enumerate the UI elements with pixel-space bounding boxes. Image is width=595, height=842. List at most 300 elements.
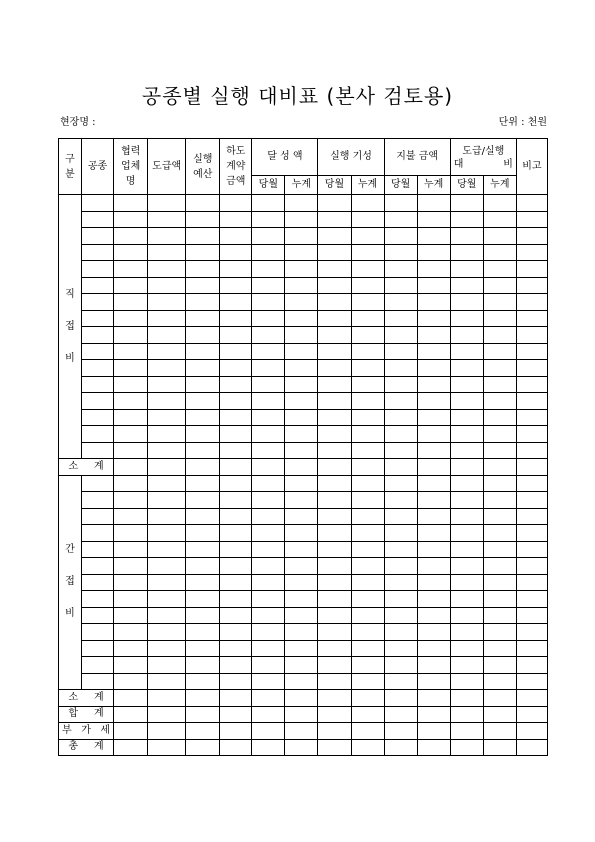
- table-cell[interactable]: [351, 294, 384, 311]
- table-cell[interactable]: [351, 327, 384, 344]
- table-cell[interactable]: [417, 393, 450, 410]
- table-cell[interactable]: [483, 525, 516, 542]
- table-cell[interactable]: [318, 558, 351, 575]
- table-cell[interactable]: [285, 327, 318, 344]
- table-cell[interactable]: [148, 459, 186, 476]
- table-cell[interactable]: [82, 442, 114, 459]
- table-cell[interactable]: [285, 426, 318, 443]
- table-cell[interactable]: [384, 294, 417, 311]
- table-cell[interactable]: [186, 492, 220, 509]
- table-cell[interactable]: [186, 657, 220, 674]
- table-cell[interactable]: [483, 376, 516, 393]
- table-cell[interactable]: [318, 442, 351, 459]
- table-cell[interactable]: [351, 525, 384, 542]
- table-cell[interactable]: [417, 459, 450, 476]
- table-cell[interactable]: [186, 393, 220, 410]
- table-cell[interactable]: [450, 525, 483, 542]
- table-cell[interactable]: [483, 261, 516, 278]
- table-cell[interactable]: [252, 723, 285, 740]
- table-cell[interactable]: [318, 343, 351, 360]
- table-cell[interactable]: [483, 244, 516, 261]
- table-cell[interactable]: [483, 591, 516, 608]
- table-cell[interactable]: [450, 393, 483, 410]
- table-cell[interactable]: [148, 327, 186, 344]
- table-cell[interactable]: [384, 343, 417, 360]
- table-cell[interactable]: [114, 393, 148, 410]
- table-cell[interactable]: [148, 195, 186, 212]
- table-cell[interactable]: [318, 228, 351, 245]
- table-cell[interactable]: [318, 261, 351, 278]
- table-cell[interactable]: [252, 294, 285, 311]
- table-cell[interactable]: [384, 277, 417, 294]
- table-cell[interactable]: [285, 244, 318, 261]
- table-cell[interactable]: [417, 409, 450, 426]
- table-cell[interactable]: [285, 409, 318, 426]
- table-cell[interactable]: [114, 574, 148, 591]
- table-cell[interactable]: [516, 508, 547, 525]
- table-cell[interactable]: [114, 508, 148, 525]
- table-cell[interactable]: [148, 228, 186, 245]
- table-cell[interactable]: [82, 376, 114, 393]
- table-cell[interactable]: [252, 228, 285, 245]
- table-cell[interactable]: [483, 723, 516, 740]
- table-cell[interactable]: [318, 574, 351, 591]
- table-cell[interactable]: [114, 261, 148, 278]
- table-cell[interactable]: [483, 211, 516, 228]
- table-cell[interactable]: [114, 343, 148, 360]
- table-cell[interactable]: [82, 640, 114, 657]
- table-cell[interactable]: [252, 525, 285, 542]
- table-cell[interactable]: [450, 228, 483, 245]
- table-cell[interactable]: [384, 591, 417, 608]
- table-cell[interactable]: [417, 360, 450, 377]
- table-cell[interactable]: [417, 624, 450, 641]
- table-cell[interactable]: [82, 360, 114, 377]
- table-cell[interactable]: [318, 195, 351, 212]
- table-cell[interactable]: [82, 228, 114, 245]
- table-cell[interactable]: [186, 442, 220, 459]
- table-cell[interactable]: [483, 360, 516, 377]
- table-cell[interactable]: [285, 558, 318, 575]
- table-cell[interactable]: [516, 624, 547, 641]
- table-cell[interactable]: [351, 574, 384, 591]
- table-cell[interactable]: [148, 409, 186, 426]
- table-cell[interactable]: [114, 459, 148, 476]
- table-cell[interactable]: [285, 640, 318, 657]
- table-cell[interactable]: [483, 607, 516, 624]
- table-cell[interactable]: [148, 426, 186, 443]
- table-cell[interactable]: [417, 574, 450, 591]
- table-cell[interactable]: [516, 475, 547, 492]
- table-cell[interactable]: [417, 690, 450, 707]
- table-cell[interactable]: [483, 343, 516, 360]
- table-cell[interactable]: [285, 294, 318, 311]
- table-cell[interactable]: [220, 574, 252, 591]
- table-cell[interactable]: [450, 574, 483, 591]
- table-cell[interactable]: [186, 673, 220, 690]
- table-cell[interactable]: [148, 574, 186, 591]
- table-cell[interactable]: [285, 360, 318, 377]
- table-cell[interactable]: [220, 228, 252, 245]
- table-cell[interactable]: [516, 426, 547, 443]
- table-cell[interactable]: [114, 690, 148, 707]
- table-cell[interactable]: [82, 541, 114, 558]
- table-cell[interactable]: [148, 261, 186, 278]
- table-cell[interactable]: [220, 492, 252, 509]
- table-cell[interactable]: [351, 508, 384, 525]
- table-cell[interactable]: [351, 393, 384, 410]
- table-cell[interactable]: [285, 673, 318, 690]
- table-cell[interactable]: [318, 459, 351, 476]
- table-cell[interactable]: [417, 525, 450, 542]
- table-cell[interactable]: [483, 690, 516, 707]
- table-cell[interactable]: [82, 525, 114, 542]
- table-cell[interactable]: [148, 624, 186, 641]
- table-cell[interactable]: [186, 459, 220, 476]
- table-cell[interactable]: [220, 211, 252, 228]
- table-cell[interactable]: [186, 607, 220, 624]
- table-cell[interactable]: [114, 525, 148, 542]
- table-cell[interactable]: [318, 508, 351, 525]
- table-cell[interactable]: [252, 426, 285, 443]
- table-cell[interactable]: [186, 426, 220, 443]
- table-cell[interactable]: [516, 673, 547, 690]
- table-cell[interactable]: [252, 607, 285, 624]
- table-cell[interactable]: [351, 195, 384, 212]
- table-cell[interactable]: [417, 492, 450, 509]
- table-cell[interactable]: [516, 310, 547, 327]
- table-cell[interactable]: [417, 310, 450, 327]
- table-cell[interactable]: [318, 657, 351, 674]
- table-cell[interactable]: [285, 459, 318, 476]
- table-cell[interactable]: [351, 310, 384, 327]
- table-cell[interactable]: [450, 657, 483, 674]
- table-cell[interactable]: [285, 657, 318, 674]
- table-cell[interactable]: [148, 607, 186, 624]
- table-cell[interactable]: [114, 310, 148, 327]
- table-cell[interactable]: [220, 690, 252, 707]
- table-cell[interactable]: [351, 690, 384, 707]
- table-cell[interactable]: [384, 376, 417, 393]
- table-cell[interactable]: [114, 360, 148, 377]
- table-cell[interactable]: [82, 294, 114, 311]
- table-cell[interactable]: [450, 442, 483, 459]
- table-cell[interactable]: [450, 426, 483, 443]
- table-cell[interactable]: [417, 640, 450, 657]
- table-cell[interactable]: [148, 673, 186, 690]
- table-cell[interactable]: [450, 244, 483, 261]
- table-cell[interactable]: [114, 541, 148, 558]
- table-cell[interactable]: [220, 624, 252, 641]
- table-cell[interactable]: [318, 640, 351, 657]
- table-cell[interactable]: [516, 327, 547, 344]
- table-cell[interactable]: [417, 442, 450, 459]
- table-cell[interactable]: [285, 541, 318, 558]
- table-cell[interactable]: [186, 541, 220, 558]
- table-cell[interactable]: [82, 574, 114, 591]
- table-cell[interactable]: [483, 277, 516, 294]
- table-cell[interactable]: [450, 211, 483, 228]
- table-cell[interactable]: [516, 195, 547, 212]
- table-cell[interactable]: [114, 211, 148, 228]
- table-cell[interactable]: [318, 294, 351, 311]
- table-cell[interactable]: [483, 327, 516, 344]
- table-cell[interactable]: [450, 690, 483, 707]
- table-cell[interactable]: [252, 195, 285, 212]
- table-cell[interactable]: [417, 327, 450, 344]
- table-cell[interactable]: [148, 294, 186, 311]
- table-cell[interactable]: [114, 244, 148, 261]
- table-cell[interactable]: [285, 393, 318, 410]
- table-cell[interactable]: [186, 343, 220, 360]
- table-cell[interactable]: [417, 343, 450, 360]
- table-cell[interactable]: [516, 409, 547, 426]
- table-cell[interactable]: [186, 244, 220, 261]
- table-cell[interactable]: [516, 574, 547, 591]
- table-cell[interactable]: [114, 195, 148, 212]
- table-cell[interactable]: [186, 310, 220, 327]
- table-cell[interactable]: [417, 657, 450, 674]
- table-cell[interactable]: [351, 409, 384, 426]
- table-cell[interactable]: [82, 426, 114, 443]
- table-cell[interactable]: [351, 277, 384, 294]
- table-cell[interactable]: [384, 261, 417, 278]
- table-cell[interactable]: [186, 228, 220, 245]
- table-cell[interactable]: [516, 343, 547, 360]
- table-cell[interactable]: [82, 195, 114, 212]
- table-cell[interactable]: [318, 607, 351, 624]
- table-cell[interactable]: [384, 690, 417, 707]
- table-cell[interactable]: [220, 277, 252, 294]
- table-cell[interactable]: [384, 360, 417, 377]
- table-cell[interactable]: [148, 558, 186, 575]
- table-cell[interactable]: [417, 607, 450, 624]
- table-cell[interactable]: [285, 343, 318, 360]
- table-cell[interactable]: [114, 492, 148, 509]
- table-cell[interactable]: [186, 739, 220, 756]
- table-cell[interactable]: [220, 327, 252, 344]
- table-cell[interactable]: [220, 376, 252, 393]
- table-cell[interactable]: [148, 739, 186, 756]
- table-cell[interactable]: [450, 459, 483, 476]
- table-cell[interactable]: [516, 376, 547, 393]
- table-cell[interactable]: [220, 739, 252, 756]
- table-cell[interactable]: [285, 739, 318, 756]
- table-cell[interactable]: [148, 640, 186, 657]
- table-cell[interactable]: [318, 360, 351, 377]
- table-cell[interactable]: [114, 475, 148, 492]
- table-cell[interactable]: [148, 277, 186, 294]
- table-cell[interactable]: [82, 261, 114, 278]
- table-cell[interactable]: [318, 690, 351, 707]
- table-cell[interactable]: [186, 360, 220, 377]
- table-cell[interactable]: [384, 657, 417, 674]
- table-cell[interactable]: [417, 541, 450, 558]
- table-cell[interactable]: [114, 591, 148, 608]
- table-cell[interactable]: [114, 277, 148, 294]
- table-cell[interactable]: [384, 574, 417, 591]
- table-cell[interactable]: [252, 376, 285, 393]
- table-cell[interactable]: [516, 690, 547, 707]
- table-cell[interactable]: [148, 393, 186, 410]
- table-cell[interactable]: [148, 360, 186, 377]
- table-cell[interactable]: [450, 739, 483, 756]
- table-cell[interactable]: [516, 442, 547, 459]
- table-cell[interactable]: [450, 360, 483, 377]
- table-cell[interactable]: [148, 244, 186, 261]
- table-cell[interactable]: [186, 211, 220, 228]
- table-cell[interactable]: [516, 657, 547, 674]
- table-cell[interactable]: [384, 393, 417, 410]
- table-cell[interactable]: [417, 706, 450, 723]
- table-cell[interactable]: [450, 343, 483, 360]
- table-cell[interactable]: [483, 195, 516, 212]
- table-cell[interactable]: [516, 261, 547, 278]
- table-cell[interactable]: [186, 195, 220, 212]
- table-cell[interactable]: [114, 607, 148, 624]
- table-cell[interactable]: [351, 426, 384, 443]
- table-cell[interactable]: [483, 442, 516, 459]
- table-cell[interactable]: [186, 574, 220, 591]
- table-cell[interactable]: [186, 640, 220, 657]
- table-cell[interactable]: [417, 591, 450, 608]
- table-cell[interactable]: [252, 459, 285, 476]
- table-cell[interactable]: [417, 376, 450, 393]
- table-cell[interactable]: [252, 492, 285, 509]
- table-cell[interactable]: [450, 508, 483, 525]
- table-cell[interactable]: [148, 591, 186, 608]
- table-cell[interactable]: [450, 591, 483, 608]
- table-cell[interactable]: [384, 541, 417, 558]
- table-cell[interactable]: [384, 492, 417, 509]
- table-cell[interactable]: [450, 640, 483, 657]
- table-cell[interactable]: [318, 492, 351, 509]
- table-cell[interactable]: [318, 211, 351, 228]
- table-cell[interactable]: [483, 475, 516, 492]
- table-cell[interactable]: [186, 376, 220, 393]
- table-cell[interactable]: [417, 244, 450, 261]
- table-cell[interactable]: [220, 409, 252, 426]
- table-cell[interactable]: [252, 624, 285, 641]
- table-cell[interactable]: [483, 294, 516, 311]
- table-cell[interactable]: [220, 393, 252, 410]
- table-cell[interactable]: [417, 294, 450, 311]
- table-cell[interactable]: [318, 409, 351, 426]
- table-cell[interactable]: [384, 426, 417, 443]
- table-cell[interactable]: [483, 541, 516, 558]
- table-cell[interactable]: [285, 475, 318, 492]
- table-cell[interactable]: [384, 310, 417, 327]
- table-cell[interactable]: [318, 244, 351, 261]
- table-cell[interactable]: [318, 541, 351, 558]
- table-cell[interactable]: [516, 294, 547, 311]
- table-cell[interactable]: [148, 475, 186, 492]
- table-cell[interactable]: [285, 690, 318, 707]
- table-cell[interactable]: [252, 442, 285, 459]
- table-cell[interactable]: [450, 706, 483, 723]
- table-cell[interactable]: [351, 640, 384, 657]
- table-cell[interactable]: [483, 426, 516, 443]
- table-cell[interactable]: [450, 310, 483, 327]
- table-cell[interactable]: [351, 475, 384, 492]
- table-cell[interactable]: [252, 640, 285, 657]
- table-cell[interactable]: [516, 277, 547, 294]
- table-cell[interactable]: [148, 657, 186, 674]
- table-cell[interactable]: [417, 475, 450, 492]
- table-cell[interactable]: [220, 723, 252, 740]
- table-cell[interactable]: [220, 459, 252, 476]
- table-cell[interactable]: [417, 739, 450, 756]
- table-cell[interactable]: [417, 211, 450, 228]
- table-cell[interactable]: [351, 558, 384, 575]
- table-cell[interactable]: [82, 343, 114, 360]
- table-cell[interactable]: [82, 277, 114, 294]
- table-cell[interactable]: [114, 376, 148, 393]
- table-cell[interactable]: [114, 426, 148, 443]
- table-cell[interactable]: [285, 310, 318, 327]
- table-cell[interactable]: [220, 343, 252, 360]
- table-cell[interactable]: [220, 673, 252, 690]
- table-cell[interactable]: [483, 409, 516, 426]
- table-cell[interactable]: [148, 525, 186, 542]
- table-cell[interactable]: [186, 277, 220, 294]
- table-cell[interactable]: [384, 640, 417, 657]
- table-cell[interactable]: [351, 244, 384, 261]
- table-cell[interactable]: [351, 591, 384, 608]
- table-cell[interactable]: [252, 657, 285, 674]
- table-cell[interactable]: [450, 492, 483, 509]
- table-cell[interactable]: [186, 261, 220, 278]
- table-cell[interactable]: [252, 690, 285, 707]
- table-cell[interactable]: [483, 558, 516, 575]
- table-cell[interactable]: [285, 261, 318, 278]
- table-cell[interactable]: [252, 706, 285, 723]
- table-cell[interactable]: [285, 624, 318, 641]
- table-cell[interactable]: [186, 409, 220, 426]
- table-cell[interactable]: [516, 591, 547, 608]
- table-cell[interactable]: [220, 558, 252, 575]
- table-cell[interactable]: [483, 310, 516, 327]
- table-cell[interactable]: [285, 607, 318, 624]
- table-cell[interactable]: [114, 228, 148, 245]
- table-cell[interactable]: [450, 277, 483, 294]
- table-cell[interactable]: [450, 475, 483, 492]
- table-cell[interactable]: [483, 393, 516, 410]
- table-cell[interactable]: [186, 723, 220, 740]
- table-cell[interactable]: [285, 442, 318, 459]
- table-cell[interactable]: [252, 541, 285, 558]
- table-cell[interactable]: [82, 409, 114, 426]
- table-cell[interactable]: [252, 508, 285, 525]
- table-cell[interactable]: [114, 673, 148, 690]
- table-cell[interactable]: [186, 706, 220, 723]
- table-cell[interactable]: [417, 228, 450, 245]
- table-cell[interactable]: [516, 525, 547, 542]
- table-cell[interactable]: [483, 706, 516, 723]
- table-cell[interactable]: [483, 459, 516, 476]
- table-cell[interactable]: [114, 558, 148, 575]
- table-cell[interactable]: [384, 558, 417, 575]
- table-cell[interactable]: [82, 673, 114, 690]
- table-cell[interactable]: [186, 591, 220, 608]
- table-cell[interactable]: [252, 327, 285, 344]
- table-cell[interactable]: [318, 706, 351, 723]
- table-cell[interactable]: [82, 607, 114, 624]
- table-cell[interactable]: [220, 442, 252, 459]
- table-cell[interactable]: [384, 739, 417, 756]
- table-cell[interactable]: [220, 475, 252, 492]
- table-cell[interactable]: [318, 591, 351, 608]
